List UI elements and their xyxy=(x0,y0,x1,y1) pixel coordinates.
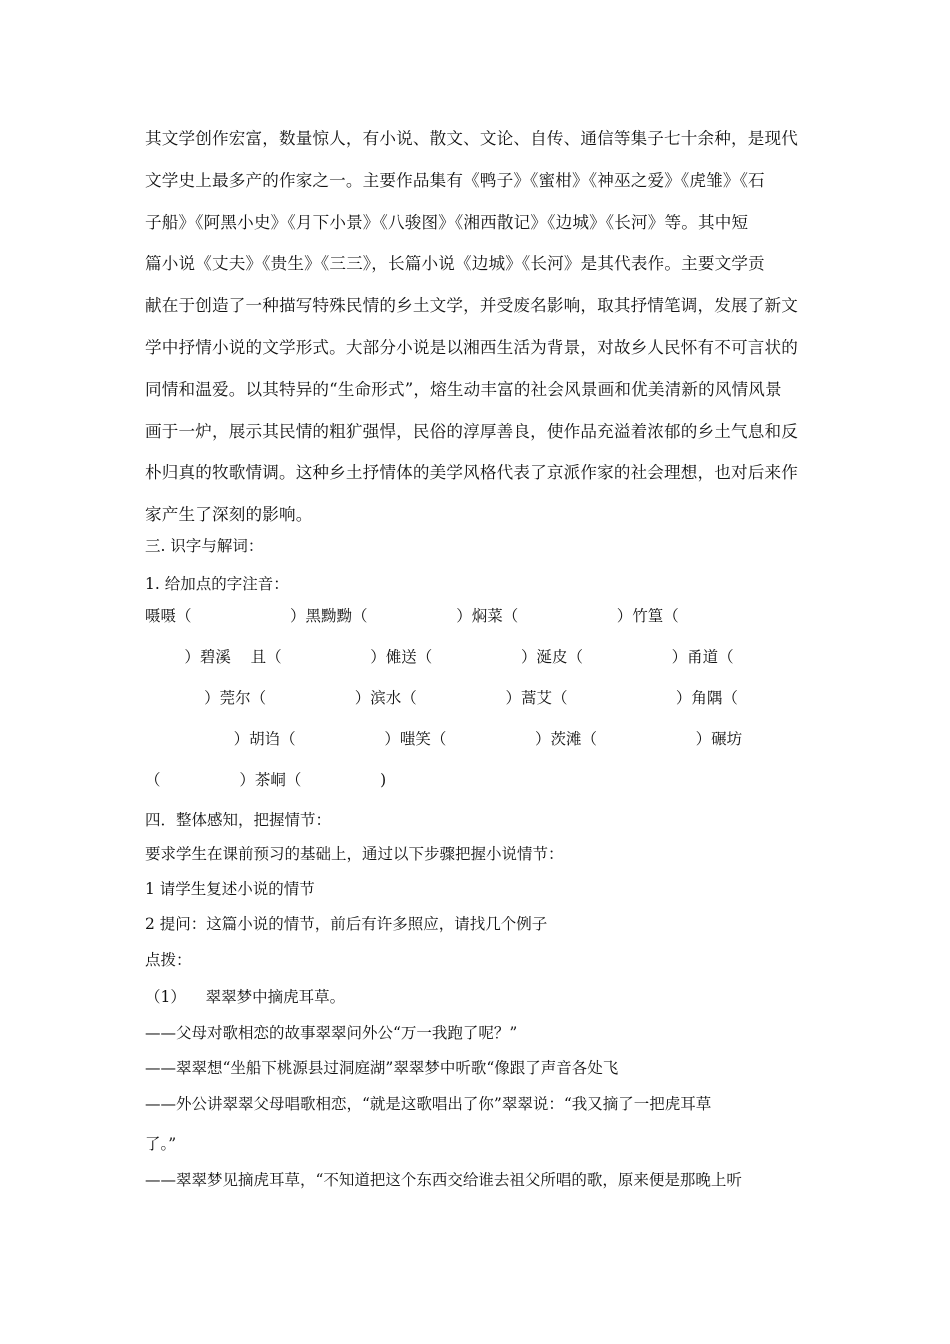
step-2-text: 2 提问：这篇小说的情节，前后有许多照应，请找几个例子 xyxy=(145,915,548,933)
paragraph-line: 子船》《阿黑小史》《月下小景》《八骏图》《湘西散记》《边城》《长河》等。其中短 xyxy=(145,212,749,232)
paragraph-line: 其文学创作宏富，数量惊人，有小说、散文、文论、自传、通信等集子七十余种，是现代 xyxy=(145,129,799,148)
dash-line: ——翠翠梦见摘虎耳草，“不知道把这个东西交给谁去祖父所唱的歌，原来便是那晚上听 xyxy=(145,1171,742,1189)
paragraph-line: 篇小说《丈夫》《贵生》《三三》，长篇小说《边城》《长河》是其代表作。主要文学贡 xyxy=(145,254,765,274)
pinyin-row: （ ）茶峒（ ) xyxy=(145,771,387,789)
pinyin-row: ）碧溪 且（ ）傩送（ ）涎皮（ ）甬道（ xyxy=(145,648,734,666)
paragraph-line: 朴归真的牧歌情调。这种乡土抒情体的美学风格代表了京派作家的社会理想，也对后来作 xyxy=(145,463,799,483)
dash-line: ——父母对歌相恋的故事翠翠问外公“万一我跑了呢？” xyxy=(145,1024,518,1042)
point-1-text: （1） 翠翠梦中摘虎耳草。 xyxy=(145,988,346,1006)
item-1-heading: 1. 给加点的字注音： xyxy=(145,575,289,593)
step-1-text: 1 请学生复述小说的情节 xyxy=(145,880,315,898)
dash-line: ——外公讲翠翠父母唱歌相恋，“就是这歌唱出了你”翠翠说：“我又摘了一把虎耳草 xyxy=(145,1095,712,1113)
pinyin-row: ）胡诌（ ）嗤笑（ ）茨滩（ ）碾坊 xyxy=(145,730,743,748)
pinyin-row: ）莞尔（ ）滨水（ ）蒿艾（ ）角隅（ xyxy=(145,689,738,707)
paragraph-line: 同情和温爱。以其特异的“生命形式”，熔生动丰富的社会风景画和优美清新的风情风景 xyxy=(145,379,782,399)
section-3-heading: 三. 识字与解词： xyxy=(145,537,264,555)
paragraph-line: 画于一炉，展示其民情的粗犷强悍，民俗的淳厚善良，使作品充溢着浓郁的乡土气息和反 xyxy=(145,421,799,441)
paragraph-line: 文学史上最多产的作家之一。主要作品集有《鸭子》《蜜柑》《神巫之爱》《虎雏》《石 xyxy=(145,170,765,190)
paragraph-line: 献在于创造了一种描写特殊民情的乡土文学，并受废名影响，取其抒情笔调，发展了新文 xyxy=(145,296,799,316)
section-4-heading: 四．整体感知，把握情节： xyxy=(145,811,332,829)
dash-line: ——翠翠想“坐船下桃源县过洞庭湖”翠翠梦中听歌“像跟了声音各处飞 xyxy=(145,1059,619,1077)
paragraph-line: 家产生了深刻的影响。 xyxy=(145,505,313,525)
paragraph-line: 学中抒情小说的文学形式。大部分小说是以湘西生活为背景，对故乡人民怀有不可言状的 xyxy=(145,337,799,357)
intro-text: 要求学生在课前预习的基础上，通过以下步骤把握小说情节： xyxy=(145,845,564,863)
hint-label: 点拨： xyxy=(145,951,192,969)
pinyin-row: 嗫嗫（ ）黑黝黝（ ）焖菜（ ）竹篁（ xyxy=(145,607,679,625)
dash-line: 了。” xyxy=(145,1135,177,1153)
author-intro-paragraph xyxy=(145,118,809,536)
